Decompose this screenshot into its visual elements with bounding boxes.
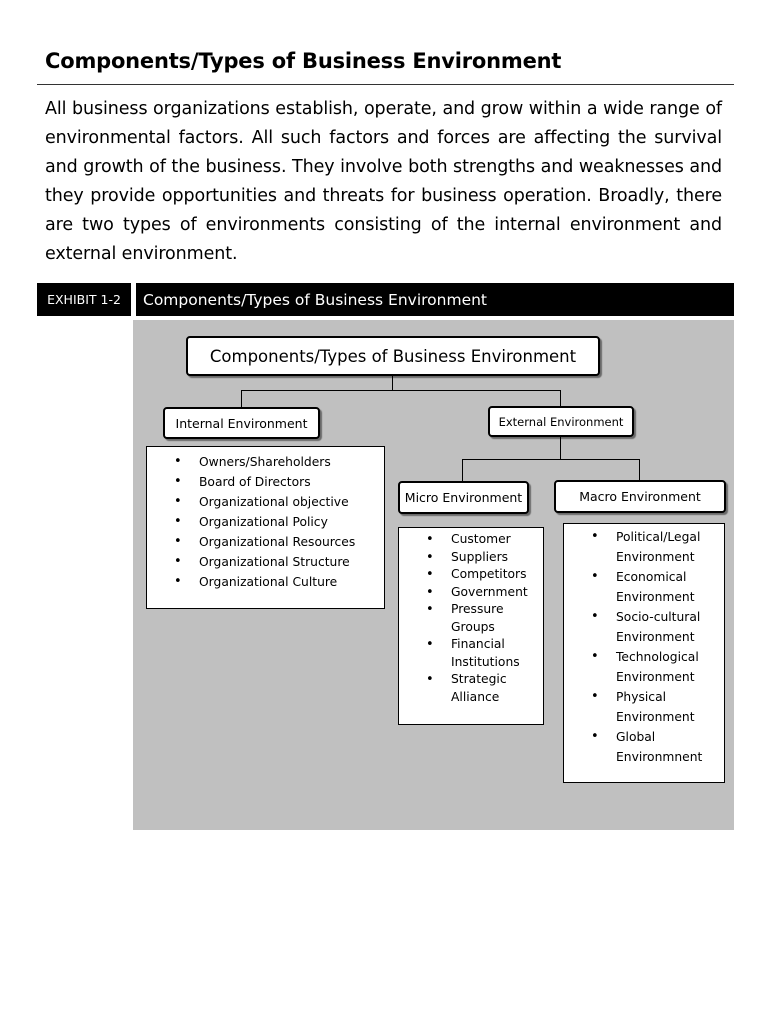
- list-item: • Socio-cultural Environment: [564, 607, 724, 647]
- list-item: • Organizational Culture: [147, 572, 384, 592]
- connector: [462, 459, 640, 460]
- list-item: • Political/Legal Environment: [564, 527, 724, 567]
- exhibit-label: EXHIBIT 1-2: [37, 283, 131, 316]
- list-item: • Organizational objective: [147, 492, 384, 512]
- connector: [241, 390, 561, 391]
- exhibit-title: Components/Types of Business Environment: [136, 283, 734, 316]
- list-item: • Pressure Groups: [399, 601, 543, 636]
- list-item: • Board of Directors: [147, 472, 384, 492]
- diagram-panel: [133, 320, 734, 830]
- connector: [639, 459, 640, 480]
- micro-environment-list: [398, 527, 544, 725]
- root-node: Components/Types of Business Environment: [186, 336, 600, 376]
- list-item: • Technological Environment: [564, 647, 724, 687]
- list-item: • Financial Institutions: [399, 636, 543, 671]
- list-item: • Physical Environment: [564, 687, 724, 727]
- connector: [241, 390, 242, 407]
- external-environment-node: External Environment: [488, 406, 634, 437]
- heading-divider: [37, 84, 734, 85]
- intro-paragraph: All business organizations establish, operate, and grow within a wide range of environmental factors. All such factors and forces are affecting the survival and growth of the business. They involve both strengths and weaknesses and they provide opportunities and threats for business operation. Broadly, there are two types of environments consisting of the internal environment and external environment.: [45, 99, 722, 264]
- list-item: • Competitors: [399, 566, 543, 584]
- list-item: • Government: [399, 584, 543, 602]
- internal-environment-list: [146, 446, 385, 609]
- connector: [392, 376, 393, 390]
- internal-environment-node: Internal Environment: [163, 407, 320, 439]
- list-item: • Organizational Resources: [147, 532, 384, 552]
- connector: [560, 390, 561, 407]
- list-item: • Organizational Structure: [147, 552, 384, 572]
- list-item: • Customer: [399, 531, 543, 549]
- connector: [560, 437, 561, 459]
- macro-environment-list: [563, 523, 725, 783]
- list-item: • Suppliers: [399, 549, 543, 567]
- list-item: • Global Environmnent: [564, 727, 724, 767]
- macro-environment-node: Macro Environment: [554, 480, 726, 513]
- section-heading: Components/Types of Business Environment: [45, 49, 562, 73]
- micro-environment-node: Micro Environment: [398, 481, 529, 514]
- list-item: • Organizational Policy: [147, 512, 384, 532]
- list-item: • Economical Environment: [564, 567, 724, 607]
- list-item: • Owners/Shareholders: [147, 452, 384, 472]
- list-item: • Strategic Alliance: [399, 671, 543, 706]
- connector: [462, 459, 463, 481]
